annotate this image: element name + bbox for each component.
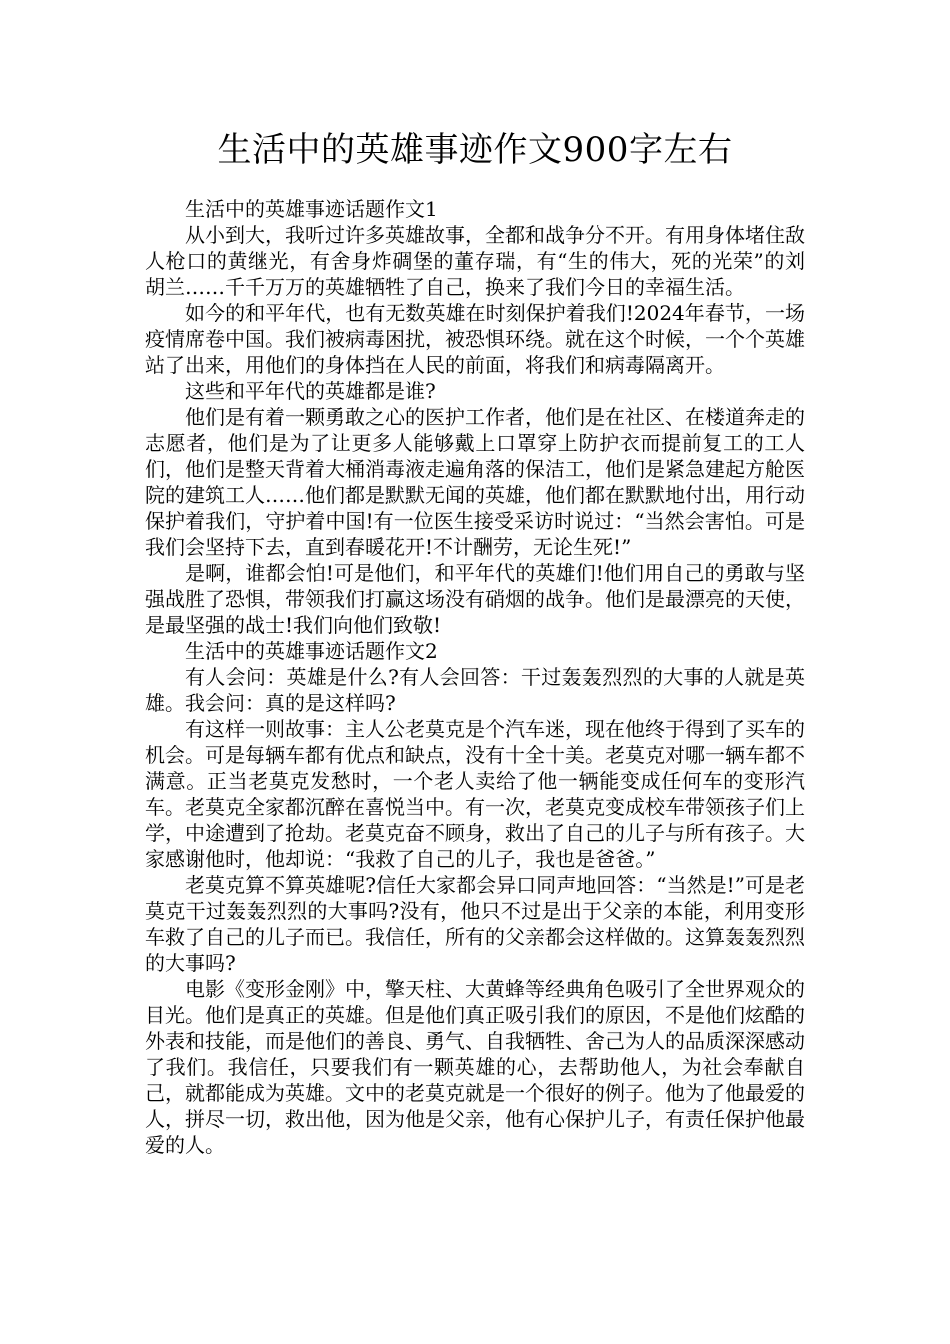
- paragraph: 电影《变形金刚》中，擎天柱、大黄蜂等经典角色吸引了全世界观众的目光。他们是真正的英雄。但是他们真正吸引我们的原因，不是他们炫酷的外表和技能，而是他们的善良、勇气、自我牺牲、舍己为人的品质深深感动了我们。我信任，只要我们有一颗英雄的心，去帮助他人，为社会奉献自己，就都能成为英雄。文中的老莫克就是一个很好的例子。他为了他最爱的人，拼尽一切，救出他，因为他是父亲，他有心保护儿子，有责任保护他最爱的人。: [145, 977, 805, 1157]
- paragraph: 有人会问：英雄是什么?有人会回答：干过轰轰烈烈的大事的人就是英雄。我会问：真的是这样吗?: [145, 665, 805, 715]
- paragraph: 这些和平年代的英雄都是谁?: [185, 379, 436, 403]
- section-heading-1: 生活中的英雄事迹话题作文1: [185, 197, 438, 221]
- paragraph: 他们是有着一颗勇敢之心的医护工作者，他们是在社区、在楼道奔走的志愿者，他们是为了让更多人能够戴上口罩穿上防护衣而提前复工的工人们，他们是整天背着大桶消毒液走遍角落的保洁工，他们是紧急建起方舱医院的建筑工人……他们都是默默无闻的英雄，他们都在默默地付出，用行动保护着我们，守护着中国!有一位医生接受采访时说过：“当然会害怕。可是我们会坚持下去，直到春暖花开!不计酬劳，无论生死!”: [145, 405, 805, 559]
- document-body: [145, 196, 805, 1158]
- paragraph: 有这样一则故事：主人公老莫克是个汽车迷，现在他终于得到了买车的机会。可是每辆车都有优点和缺点，没有十全十美。老莫克对哪一辆车都不满意。正当老莫克发愁时，一个老人卖给了他一辆能变成任何车的变形汽车。老莫克全家都沉醉在喜悦当中。有一次，老莫克变成校车带领孩子们上学，中途遭到了抢劫。老莫克奋不顾身，救出了自己的儿子与所有孩子。大家感谢他时，他却说：“我救了自己的儿子，我也是爸爸。”: [145, 717, 805, 871]
- section-heading-2: 生活中的英雄事迹话题作文2: [185, 639, 438, 663]
- document-title: 生活中的英雄事迹作文900字左右: [217, 130, 733, 170]
- paragraph: 是啊，谁都会怕!可是他们，和平年代的英雄们!他们用自己的勇敢与坚强战胜了恐惧，带领我们打赢这场没有硝烟的战争。他们是最漂亮的天使，是最坚强的战士!我们向他们致敬!: [145, 561, 805, 637]
- paragraph: 老莫克算不算英雄呢?信任大家都会异口同声地回答：“当然是!”可是老莫克干过轰轰烈烈的大事吗?没有，他只不过是出于父亲的本能，利用变形车救了自己的儿子而已。我信任，所有的父亲都会这样做的。这算轰轰烈烈的大事吗?: [145, 873, 805, 975]
- paragraph: 从小到大，我听过许多英雄故事，全都和战争分不开。有用身体堵住敌人枪口的黄继光，有舍身炸碉堡的董存瑞，有“生的伟大，死的光荣”的刘胡兰……千千万万的英雄牺牲了自己，换来了我们今日的幸福生活。: [145, 223, 805, 299]
- paragraph: 如今的和平年代，也有无数英雄在时刻保护着我们!2024年春节，一场疫情席卷中国。我们被病毒困扰，被恐惧环绕。就在这个时候，一个个英雄站了出来，用他们的身体挡在人民的前面，将我们和病毒隔离开。: [145, 301, 805, 377]
